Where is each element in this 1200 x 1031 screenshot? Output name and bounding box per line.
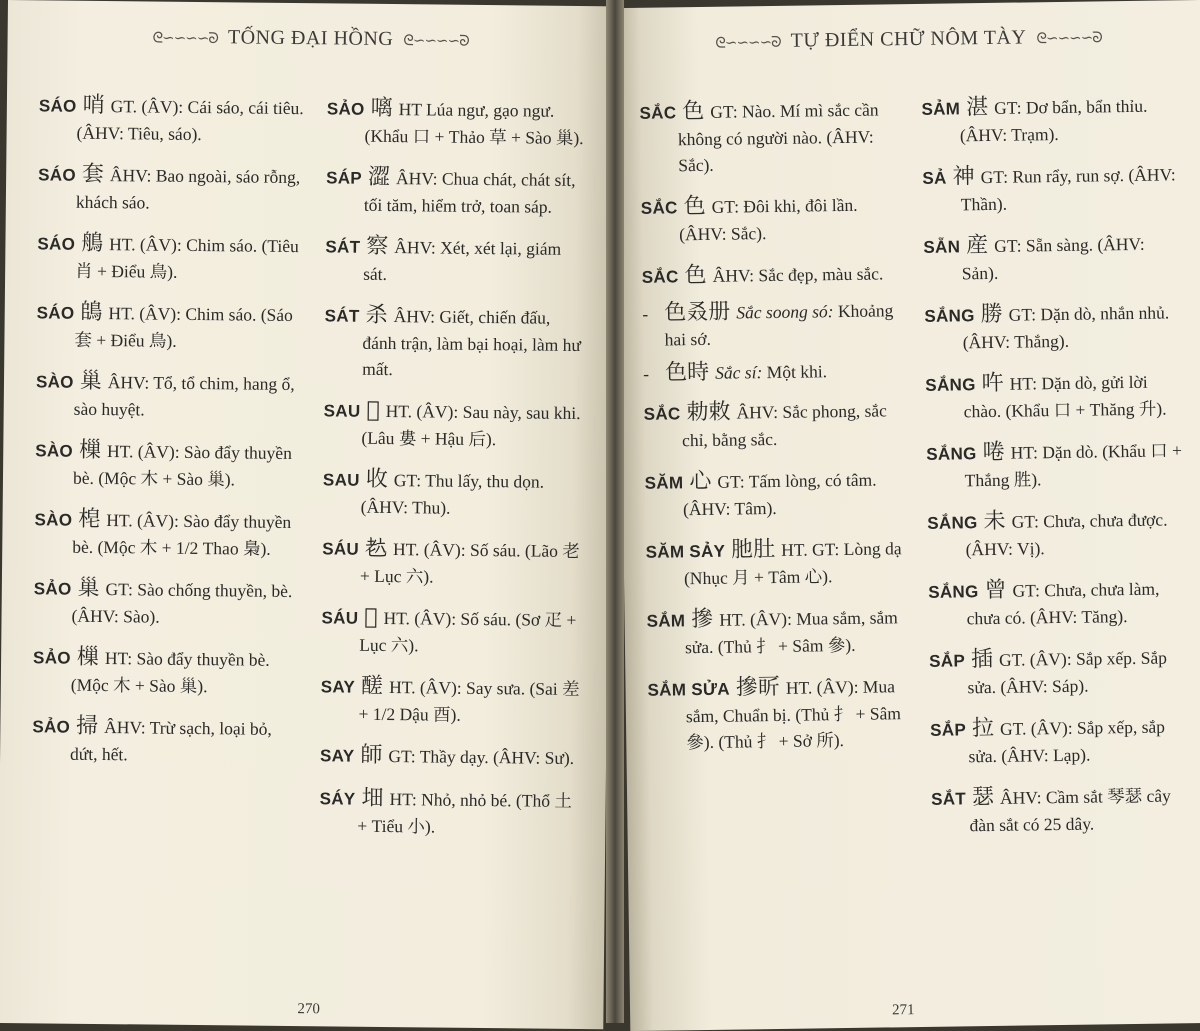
entry-han: 色時 <box>664 359 710 386</box>
entry-headword: SĂM <box>644 473 684 493</box>
entry-text: ÂHV: Bao ngoài, sáo rỗng, khách sáo. <box>75 165 301 213</box>
left-column-1 <box>32 92 307 785</box>
entry-text: HT: Sào đẩy thuyền bè. (Mộc 木 + Sào 巢). <box>70 648 270 697</box>
entry-han: 勝 <box>980 301 1003 328</box>
entry-text: HT. (ÂV): Số sáu. (Lão 老 + Lục 六). <box>359 539 580 587</box>
entry-text: ÂHV: Tổ, tổ chim, hang ổ, sào huyệt. <box>73 372 295 420</box>
dictionary-entry <box>322 535 585 591</box>
entry-han: 收 <box>365 466 388 493</box>
running-head-left <box>8 24 614 53</box>
entry-han: 拉 <box>971 715 995 742</box>
entry-han: 巢 <box>77 575 100 601</box>
entry-han: 掃 <box>76 713 99 739</box>
dictionary-entry <box>320 673 583 729</box>
entry-headword: SAU <box>323 401 361 421</box>
entry-han: 𡢐 <box>366 397 380 423</box>
entry-headword: SÁT <box>324 306 360 326</box>
entry-han: 心 <box>689 468 712 495</box>
entry-text: HT. (ÂV): Sau này, sau khi. (Lâu 婁 + Hậu 后). <box>361 400 581 450</box>
dictionary-entry <box>324 302 587 384</box>
entry-headword: SẴN <box>923 237 961 257</box>
right-column-2 <box>921 92 1190 855</box>
dictionary-entry <box>32 713 301 769</box>
page-number-right: 271 <box>891 1002 915 1019</box>
dictionary-entry <box>924 299 1183 356</box>
entry-text: GT. (ÂV): Cái sáo, cái tiêu. (ÂHV: Tiêu, sáo). <box>76 96 304 145</box>
entry-text: GT: Đôi khi, đôi lần. (ÂHV: Sắc). <box>679 194 858 245</box>
dictionary-entry <box>320 742 582 772</box>
ornament-icon: ᘓ∽∽∽∽ᘐ <box>1036 30 1102 48</box>
entry-text: GT: Dơ bẩn, bẩn thỉu. (ÂHV: Trạm). <box>959 95 1148 146</box>
entry-han: 瑟 <box>971 784 995 811</box>
entry-han: 澀 <box>367 164 391 191</box>
entry-text: HT: Dặn dò, gửi lời chào. (Khẩu 口 + Thăng 升). <box>963 371 1167 422</box>
entry-han: 摻㪽 <box>735 674 781 701</box>
entry-text: HT Lúa ngư, gạo ngư. (Khẩu 口 + Thảo 草 + Sào 巢). <box>364 99 584 149</box>
entry-headword: SAY <box>320 677 356 697</box>
entry-han: 肔肚 <box>731 536 776 563</box>
running-head-text: TỰ ĐIỂN CHỮ NÔM TÀY <box>790 26 1027 52</box>
entry-han: 插 <box>970 646 994 673</box>
entry-han: 鵃 <box>81 230 104 257</box>
ornament-icon: ᘓ∽∽∽∽ᘐ <box>403 33 469 50</box>
entry-text: HT. (ÂV): Mua sắm, Chuẩn bị. (Thủ 扌 + Sâm 參). (Thủ 扌 + Sở 所). <box>685 676 902 753</box>
entry-text: HT. (ÂV): Số sáu. (Sơ 疋 + Lục 六). <box>359 607 577 656</box>
entry-headword: SẮC <box>641 267 679 287</box>
entry-han: 産 <box>966 232 989 259</box>
entry-headword: SẢO <box>33 579 72 599</box>
entry-han: 啳 <box>982 439 1005 466</box>
dictionary-entry <box>34 506 303 562</box>
entry-han: 鴭 <box>80 299 103 326</box>
entry-italic: Sắc soong só: <box>736 301 834 323</box>
entry-han: 哨 <box>82 92 105 119</box>
entry-headword: SÁO <box>37 234 76 254</box>
dictionary-entry <box>642 260 904 291</box>
entry-text: GT: Chưa, chưa làm, chưa có. (ÂHV: Tăng). <box>966 578 1160 629</box>
dictionary-entry <box>925 368 1184 425</box>
entry-headword: SẮP <box>929 651 966 671</box>
entry-text: GT: Thầy dạy. (ÂHV: Sư). <box>388 746 575 768</box>
dictionary-entry <box>929 644 1188 701</box>
sub-entry <box>642 297 905 353</box>
entry-headword: SẮNG <box>925 375 976 395</box>
dictionary-entry <box>641 191 904 248</box>
ornament-icon: ᘓ∽∽∽∽ᘐ <box>715 34 781 52</box>
entry-han: 套 <box>81 161 105 188</box>
dictionary-entry <box>319 785 582 841</box>
dictionary-entry <box>36 299 305 355</box>
entry-headword: SÁO <box>38 96 77 116</box>
dictionary-entry <box>323 397 586 453</box>
dictionary-entry <box>923 230 1182 287</box>
entry-text: Khoảng hai sớ. <box>664 300 894 350</box>
entry-han: 摻 <box>691 606 714 633</box>
entry-text: Một khi. <box>766 361 828 383</box>
dictionary-entry <box>927 506 1186 563</box>
entry-headword: SẮP <box>930 720 967 740</box>
entry-han: 吘 <box>981 370 1004 397</box>
entry-headword: SẢO <box>33 648 71 668</box>
entry-text: HT. GT: Lòng dạ (Nhục 月 + Tâm 心). <box>683 538 902 589</box>
entry-headword: SẢ <box>922 168 947 188</box>
entry-headword: SÀO <box>34 510 73 530</box>
dictionary-entry <box>928 575 1187 632</box>
entry-han: 色叒册 <box>664 299 731 326</box>
entry-headword: SẢO <box>326 99 365 119</box>
entry-headword: SẮNG <box>928 582 979 602</box>
entry-han: 察 <box>366 233 389 259</box>
ornament-icon: ᘓ∽∽∽∽ᘐ <box>152 30 218 48</box>
entry-han: 神 <box>952 164 975 190</box>
entry-han: 𠻗 <box>370 95 393 122</box>
entry-han: 勅敕 <box>686 399 731 426</box>
entry-headword: SẮC <box>639 103 677 123</box>
dictionary-entry <box>931 782 1190 839</box>
entry-headword: SẮNG <box>927 513 978 533</box>
book-gutter <box>606 0 624 1023</box>
entry-headword: SĂM SẢY <box>645 541 726 562</box>
entry-text: GT: Dặn dò, nhắn nhủ. (ÂHV: Thắng). <box>962 302 1170 353</box>
entry-text: ÂHV: Xét, xét lại, giám sát. <box>363 237 562 284</box>
dictionary-entry <box>926 437 1185 494</box>
dictionary-entry <box>639 96 902 179</box>
entry-text: GT: Run rẩy, run sợ. (ÂHV: Thần). <box>960 164 1176 215</box>
entry-han: 湛 <box>965 94 989 121</box>
dictionary-entry <box>646 604 909 661</box>
entry-han: 樔 <box>78 437 102 463</box>
dictionary-entry <box>38 92 307 148</box>
dictionary-entry <box>930 713 1189 770</box>
bullet-dash: - <box>642 303 649 324</box>
entry-text: ÂHV: Giết, chiến đấu, đánh trận, làm bại hoại, làm hư mất. <box>362 306 581 380</box>
bullet-dash: - <box>643 363 650 384</box>
dictionary-entry <box>645 535 908 592</box>
entry-text: GT: Tấm lòng, có tâm. (ÂHV: Tâm). <box>682 469 877 520</box>
dictionary-entry <box>647 673 910 756</box>
dictionary-entry <box>644 397 907 454</box>
entry-headword: SÀO <box>35 441 74 461</box>
entry-han: 樔 <box>76 644 100 670</box>
entry-han: 𡊰 <box>361 785 384 811</box>
sub-entry <box>643 357 905 387</box>
entry-headword: SÁT <box>325 237 361 257</box>
entry-headword: SAY <box>320 746 355 766</box>
entry-text: GT: Sào chống thuyền, bè. (ÂHV: Sào). <box>71 579 293 627</box>
entry-headword: SẮM SỬA <box>647 679 731 700</box>
entry-text: GT: Chưa, chưa được. (ÂHV: Vị). <box>965 509 1168 560</box>
left-column-2 <box>319 95 589 857</box>
entry-text: HT. (ÂV): Sào đẩy thuyền bè. (Mộc 木 + 1/2 Thao 梟). <box>72 510 292 559</box>
entry-headword: SÁP <box>326 168 363 188</box>
entry-han: 未 <box>983 508 1006 535</box>
running-head-text: TỐNG ĐẠI HỒNG <box>227 26 394 51</box>
entry-han: 色 <box>684 262 707 289</box>
right-page <box>616 0 1200 1031</box>
entry-headword: SẮC <box>640 198 678 218</box>
entry-han: 𧺃 <box>364 604 378 630</box>
entry-headword: SẮM <box>646 611 686 631</box>
entry-han: 色 <box>682 98 705 125</box>
entry-headword: SẮNG <box>924 306 975 326</box>
entry-han: 曾 <box>984 577 1007 604</box>
entry-headword: SAU <box>322 470 360 490</box>
dictionary-entry <box>921 92 1180 149</box>
dictionary-entry <box>326 164 589 220</box>
entry-headword: SÁU <box>321 608 359 628</box>
entry-text: HT. (ÂV): Chim sáo. (Tiêu 肖 + Điểu 鳥). <box>75 234 299 282</box>
entry-headword: SẢO <box>32 717 71 737</box>
entry-headword: SÁO <box>36 303 75 323</box>
right-column-1 <box>639 96 910 772</box>
dictionary-entry <box>321 604 584 660</box>
entry-headword: SÀO <box>35 372 74 392</box>
entry-han: 色 <box>683 193 706 220</box>
entry-text: GT. (ÂV): Sắp xếp, sắp sửa. (ÂHV: Lạp). <box>968 716 1166 767</box>
entry-text: ÂHV: Sắc đẹp, màu sắc. <box>712 263 884 286</box>
dictionary-entry <box>33 644 302 700</box>
page-number-left: 270 <box>297 1001 321 1018</box>
dictionary-entry <box>35 437 304 493</box>
entry-text: GT: Thu lấy, thu dọn. (ÂHV: Thu). <box>360 470 545 518</box>
entry-headword: SẢM <box>921 99 961 119</box>
entry-text: ÂHV: Trừ sạch, loại bỏ, dứt, hết. <box>70 717 272 765</box>
entry-text: HT. (ÂV): Say sưa. (Sai 差 + 1/2 Dậu 酉). <box>358 677 580 725</box>
entry-headword: SẮNG <box>926 444 977 464</box>
entry-headword: SÁY <box>319 789 356 809</box>
entry-text: GT: Sẵn sàng. (ÂHV: Sản). <box>961 233 1145 284</box>
entry-text: HT. (ÂV): Chim sáo. (Sáo 套 + Điểu 鳥). <box>74 303 293 351</box>
entry-text: HT. (ÂV): Mua sắm, sắm sửa. (Thủ 扌 + Sâm 參). <box>684 607 898 658</box>
entry-headword: SẮT <box>931 789 967 809</box>
entry-han: 梍 <box>78 506 101 532</box>
entry-text: HT. (ÂV): Sào đẩy thuyền bè. (Mộc 木 + Sào 巢). <box>72 441 292 490</box>
dictionary-entry <box>922 161 1181 218</box>
entry-text: GT: Nào. Mí mì sắc cần không có người nào. (ÂHV: Sắc). <box>677 99 879 176</box>
entry-text: HT: Nhỏ, nhỏ bé. (Thổ 土 + Tiểu 小). <box>357 789 572 837</box>
running-head-right <box>616 24 1200 55</box>
entry-headword: SÁU <box>322 539 360 559</box>
entry-text: GT. (ÂV): Sắp xếp. Sắp sửa. (ÂHV: Sáp). <box>967 647 1168 698</box>
dictionary-entry <box>37 230 306 286</box>
entry-text: HT: Dặn dò. (Khẩu 口 + Thắng 胜). <box>964 440 1183 491</box>
dictionary-entry <box>326 95 589 151</box>
entry-han: 巢 <box>79 368 102 395</box>
entry-headword: SÁO <box>38 165 77 185</box>
dictionary-entry <box>645 466 908 523</box>
entry-han: 醝 <box>360 673 384 699</box>
entry-headword: SẮC <box>643 404 681 424</box>
entry-text: ÂHV: Cầm sắt 琴瑟 cây đàn sắt có 25 dây. <box>969 785 1171 836</box>
entry-han: 𦒹 <box>364 535 388 561</box>
dictionary-entry <box>38 161 307 217</box>
entry-han: 杀 <box>365 302 388 328</box>
dictionary-entry <box>36 368 305 424</box>
entry-italic: Sắc sí: <box>715 362 763 383</box>
dictionary-entry <box>323 466 586 522</box>
entry-han: 師 <box>360 742 383 768</box>
entry-text: ÂHV: Chua chát, chát sít, tối tăm, hiểm trở, toan sáp. <box>363 168 576 217</box>
dictionary-entry <box>325 233 588 289</box>
dictionary-entry <box>33 575 302 631</box>
entry-text: ÂHV: Sắc phong, sắc chỉ, bằng sắc. <box>681 400 887 451</box>
